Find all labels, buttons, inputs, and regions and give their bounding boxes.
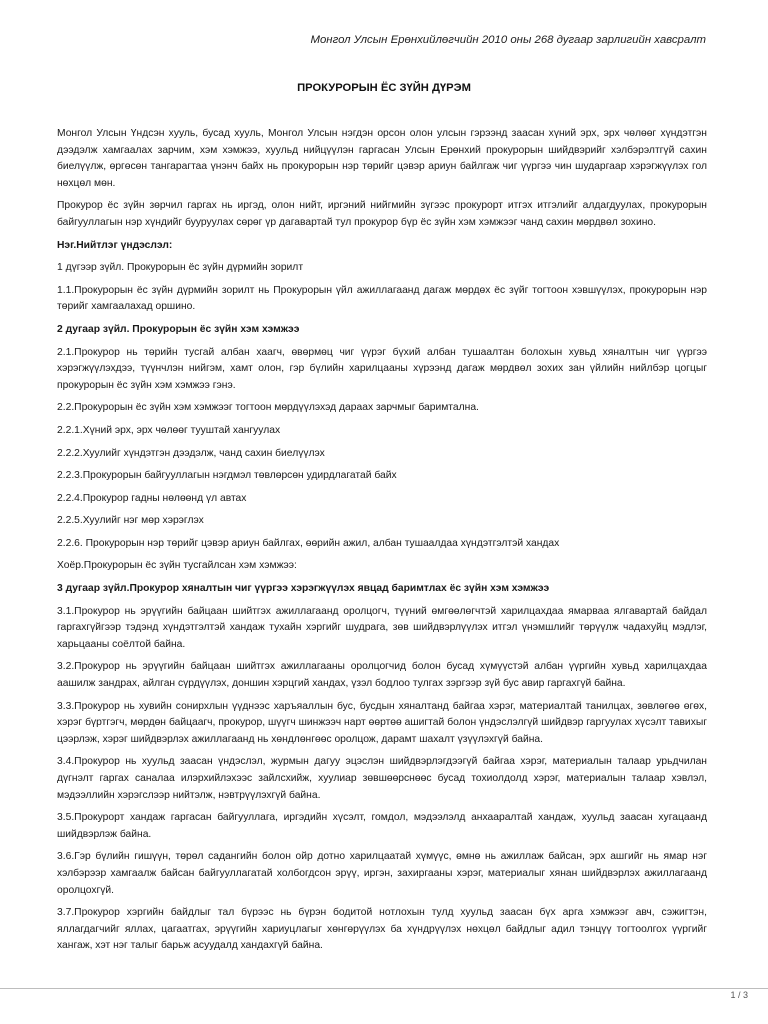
paragraph: 2.1.Прокурор нь төрийн тусгай албан хаагч, өвөрмөц чиг үүрэг бүхий албан тушаалтан болохын хувьд хяналтын чиг үүргээ хэрэгжүүлэхдээ, түүнчлэн нийгэм, хамт олон, гэр бүлийн харилцааны хүрээнд дагаж мөрдвөл зохих зан үйлийн нийлбэр цогцыг прокурорын ёс зүйн хэм хэмжээ гэнэ. <box>57 346 707 391</box>
section-heading: 3 дугаар зүйл.Прокурор хяналтын чиг үүргээ хэрэгжүүлэх явцад баримтлах ёс зүйн хэм хэмжээ <box>57 583 550 595</box>
paragraph: 3.6.Гэр бүлийн гишүүн, төрөл садангийн болон ойр дотно харилцаатай хүмүүс, өмнө нь ажиллаж байсан, эрх ашгийг нь ямар нэг хэлбэрээр хамгаалж байсан байгууллагатай холбогдсон эрүү, иргэн, захиргааны хэрэг, материалыг хянан шийдвэрлэх ажиллагаанд оролцохгүй. <box>57 851 707 896</box>
section-heading: 2 дугаар зүйл. Прокурорын ёс зүйн хэм хэмжээ <box>57 323 300 335</box>
paragraph: 1 дүгээр зүйл. Прокурорын ёс зүйн дүрмийн зорилт <box>57 262 304 274</box>
paragraph: Прокурор ёс зүйн зөрчил гаргах нь иргэд, олон нийт, иргэний нийгмийн зүгээс прокурорт итгэх итгэлийг алдагдуулах, прокурорын байгууллагын нэр хүндийг бууруулах сөрөг үр дагавартай тул прокурор бүр ёс зүйн хэм хэмжээг чанд сахин мөрдвөл зохино. <box>57 200 707 228</box>
paragraph: Хоёр.Прокурорын ёс зүйн тусгайлсан хэм хэмжээ: <box>57 560 297 572</box>
paragraph: Монгол Улсын Үндсэн хууль, бусад хууль, Монгол Улсын нэгдэн орсон олон улсын гэрээнд заасан хүний эрх, эрх чөлөөг хүндэтгэн дээдэлж хамгаалах зарчим, хэм хэмжээ, хуульд нийцүүлэн гаргасан Улсын Ерөнхий прокурорын шийдвэрийг хэлбэрэлтгүй сахин биелүүлж, өргөсөн тангарагтаа үнэнч байх нь прокурорын нэр төрийг цэвэр ариун байлгаж чиг үүргээ чин шударгаар хэрэгжүүлэх гол нөхцөл мөн. <box>57 128 707 189</box>
paragraph: 2.2.1.Хүний эрх, эрх чөлөөг тууштай хангуулах <box>57 424 281 436</box>
document-body <box>57 126 707 961</box>
paragraph: 1.1.Прокурорын ёс зүйн дүрмийн зорилт нь Прокурорын үйл ажиллагаанд дагаж мөрдөх ёс зүйг тогтоон хэвшүүлэх, прокурорын нэр төрийг хамгаалахад оршино. <box>57 284 707 313</box>
paragraph: 3.1.Прокурор нь эрүүгийн байцаан шийтгэх ажиллагаанд оролцогч, түүний өмгөөлөгчтэй харилцахдаа ямарваа ялгавартай байдал гаргахгүйгээр тэдэнд хүндэтгэлтэй хандаж тухайн хэргийг шудрага, зөв шийдвэрлүүлэх итгэл үнэмшлийг төрүүлж чадахуйц мэдлэг, харьцааны соёлтой байна. <box>57 605 707 650</box>
paragraph: 2.2.5.Хуулийг нэг мөр хэрэглэх <box>57 515 204 527</box>
paragraph: 2.2.2.Хуулийг хүндэтгэн дээдэлж, чанд сахин биелүүлэх <box>57 447 325 459</box>
page-number: 1 / 3 <box>730 990 748 1000</box>
paragraph: 2.2.3.Прокурорын байгууллагын нэгдмэл төвлөрсөн удирдлагатай байх <box>57 470 397 482</box>
paragraph: 3.7.Прокурор хэргийн байдлыг тал бүрээс нь бүрэн бодитой нотлохын тулд хуульд заасан бүх арга хэмжээг авч, сэжигтэн, яллагдагчийг яллах, цагаатгах, эрүүгийн хариуцлагыг хөнгөрүүлэх ба хүндрүүлэх нөхцөл байдлыг адил тэнцүү тогтоолгох үүргийг хангаж, хэт нэг талыг барьж асуудалд хандахгүй байна. <box>57 907 707 952</box>
header-note: Монгол Улсын Ерөнхийлөгчийн 2010 оны 268 дугаар зарлигийн хавсралт <box>310 34 706 46</box>
page-title: ПРОКУРОРЫН ЁС ЗҮЙН ДҮРЭМ <box>297 82 471 94</box>
paragraph: 3.4.Прокурор нь хуульд заасан үндэслэл, журмын дагуу эцэслэн шийдвэрлэгдээгүй байгаа хэрэг, материалын талаар урьдчилан дүгнэлт гаргах саналаа илэрхийлэхээс зайлсхийж, хуулиар зөвшөөрснөөс бусад тохиолдолд хэрэг, материалын талаар хэвлэл, мэдээллийн хэрэгслээр нийтэлж, нэвтрүүлэхгүй байна. <box>57 756 707 801</box>
paragraph: 3.2.Прокурор нь эрүүгийн байцаан шийтгэх ажиллагааны оролцогчид болон бусад хүмүүстэй албан үүргийн хувьд харилцахдаа аашилж зандрах, айлган сүрдүүлэх, доншин хэрцгий хандах, үзэл бодлоо тулгах зэргээр зүй бус авир гаргахгүй байна. <box>57 661 707 690</box>
section-heading: Нэг.Нийтлэг үндэслэл: <box>57 239 173 251</box>
paragraph: 2.2.6. Прокурорын нэр төрийг цэвэр ариун байлгах, өөрийн ажил, албан тушаалдаа хүндэтгэлтэй хандах <box>57 537 560 549</box>
paragraph: 2.2.Прокурорын ёс зүйн хэм хэмжээг тогтоон мөрдүүлэхэд дараах зарчмыг баримтална. <box>57 402 479 414</box>
paragraph: 2.2.4.Прокурор гадны нөлөөнд үл автах <box>57 492 247 504</box>
footer-divider <box>0 988 768 989</box>
paragraph: 3.5.Прокурорт хандаж гаргасан байгууллага, иргэдийн хүсэлт, гомдол, мэдээлэлд анхааралтай хандаж, хуульд заасан хугацаанд шийдвэрлэж байна. <box>57 812 707 840</box>
paragraph: 3.3.Прокурор нь хувийн сонирхлын үүднээс харъяаллын бус, бусдын хяналтанд байгаа хэрэг, материалтай танилцах, зөвлөгөө өгөх, хэрэг бүртгэгч, мөрдөн байцаагч, прокурор, шүүгч шинжээч нарт өөртөө ашигтай болон үндэслэлгүй шийдвэр гаргуулах хүсэлт тавихыг цээрлэж, хэрэг шийдвэрлэх ажиллагаанд нь хөндлөнгөөс оролцож, дарамт шахалт үзүүлэхгүй байна. <box>57 700 707 745</box>
